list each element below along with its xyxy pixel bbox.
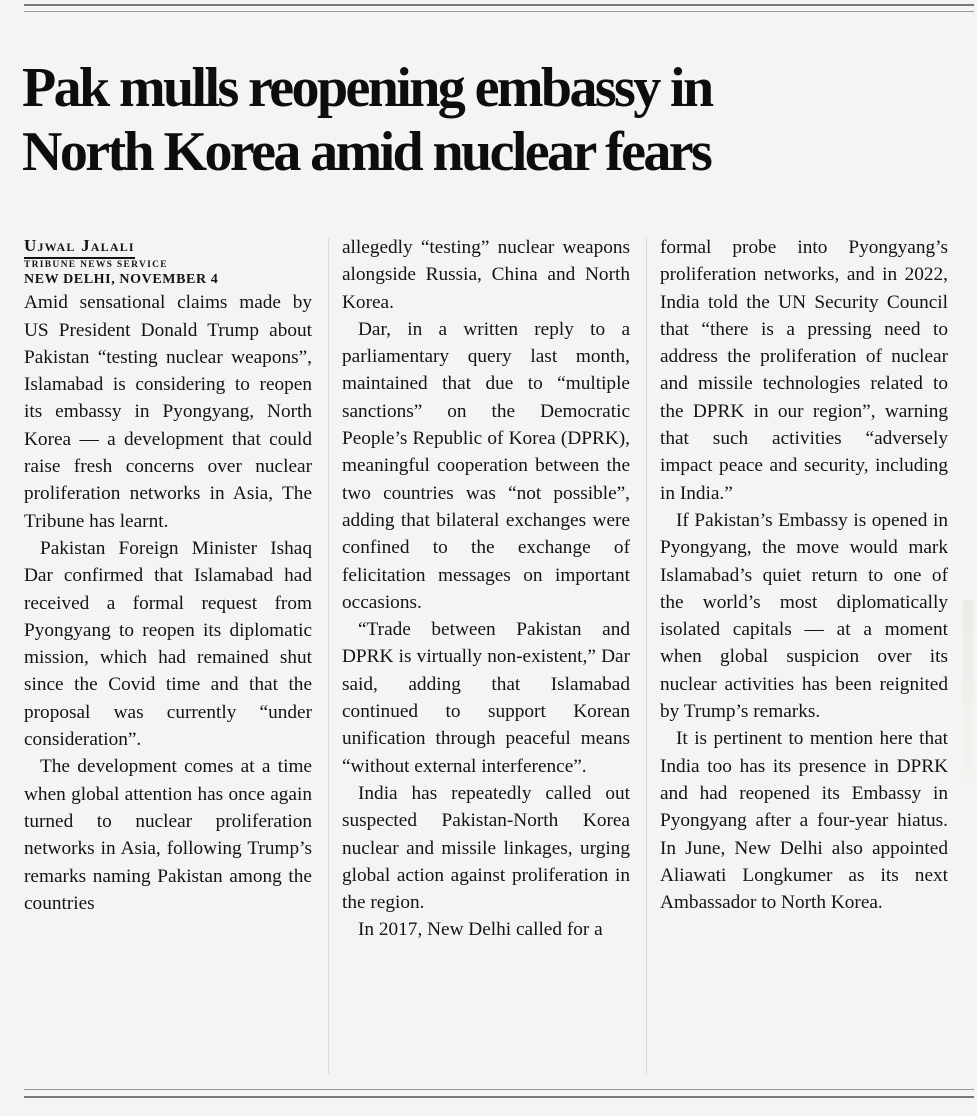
scan-edge-shading (963, 600, 973, 800)
column-divider (646, 238, 647, 1074)
headline-line-1: Pak mulls reopening embassy in (22, 57, 712, 119)
article-column-3 (660, 234, 948, 916)
top-rule-thick (24, 4, 974, 6)
paragraph: Amid sensational claims made by US President Donald Trump about Pakistan “testing nuclear weapons”, Islamabad is considering to reopen its embassy in Pyongyang, North Korea — a development that could raise fresh concerns over nuclear proliferation networks in Asia, The Tribune has learnt. (24, 292, 312, 532)
column-divider (328, 238, 329, 1074)
top-rule-thin (24, 11, 974, 12)
paragraph: allegedly “testing” nuclear weapons alongside Russia, China and North Korea. (342, 237, 630, 313)
paragraph: The development comes at a time when global attention has once again turned to nuclear proliferation networks in Asia, following Trump’s remarks naming Pakistan among the countries (24, 756, 312, 914)
paragraph: Pakistan Foreign Minister Ishaq Dar confirmed that Islamabad had received a formal request from Pyongyang to reopen its diplomatic mission, which had remained shut since the Covid time and that the proposal was currently “under consideration”. (24, 537, 312, 751)
paragraph: India has repeatedly called out suspected Pakistan-North Korea nuclear and missile linkages, urging global action against proliferation in the region. (342, 782, 630, 914)
headline-line-2: North Korea amid nuclear fears (22, 121, 711, 183)
paragraph: Dar, in a written reply to a parliamentary query last month, maintained that due to “multiple sanctions” on the Democratic People’s Republic of Korea (DPRK), meaningful cooperation between the two countries was “not possible”, adding that bilateral exchanges were confined to the exchange of felicitation messages on important occasions. (342, 318, 630, 613)
paragraph: In 2017, New Delhi called for a (358, 919, 603, 941)
headline (22, 56, 957, 184)
paragraph: formal probe into Pyongyang’s proliferation networks, and in 2022, India told the UN Security Council that “there is a pressing need to address the proliferation of nuclear and missile technologies related to the DPRK in our region”, warning that such activities “adversely impact peace and security, including in India.” (660, 237, 948, 504)
bottom-rule-thick (24, 1096, 974, 1098)
dateline: NEW DELHI, NOVEMBER 4 (24, 272, 219, 288)
byline: Ujwal Jalali (24, 236, 135, 259)
paragraph: It is pertinent to mention here that India too has its presence in DPRK and had reopened its Embassy in Pyongyang after a four-year hiatus. In June, New Delhi also appointed Aliawati Longkumer as its next Ambassador to North Korea. (660, 728, 948, 914)
news-service: TRIBUNE NEWS SERVICE (24, 260, 168, 271)
article-column-1 (24, 232, 312, 917)
bottom-rule-thin (24, 1089, 974, 1090)
paragraph: “Trade between Pakistan and DPRK is virtually non-existent,” Dar said, adding that Islamabad continued to support Korean unification through peaceful means “without external interference”. (342, 619, 630, 777)
article-column-2 (342, 234, 630, 944)
paragraph: If Pakistan’s Embassy is opened in Pyongyang, the move would mark Islamabad’s quiet return to one of the world’s most diplomatically isolated capitals — at a moment when global suspicion over its nuclear activities has been reignited by Trump’s remarks. (660, 509, 948, 723)
